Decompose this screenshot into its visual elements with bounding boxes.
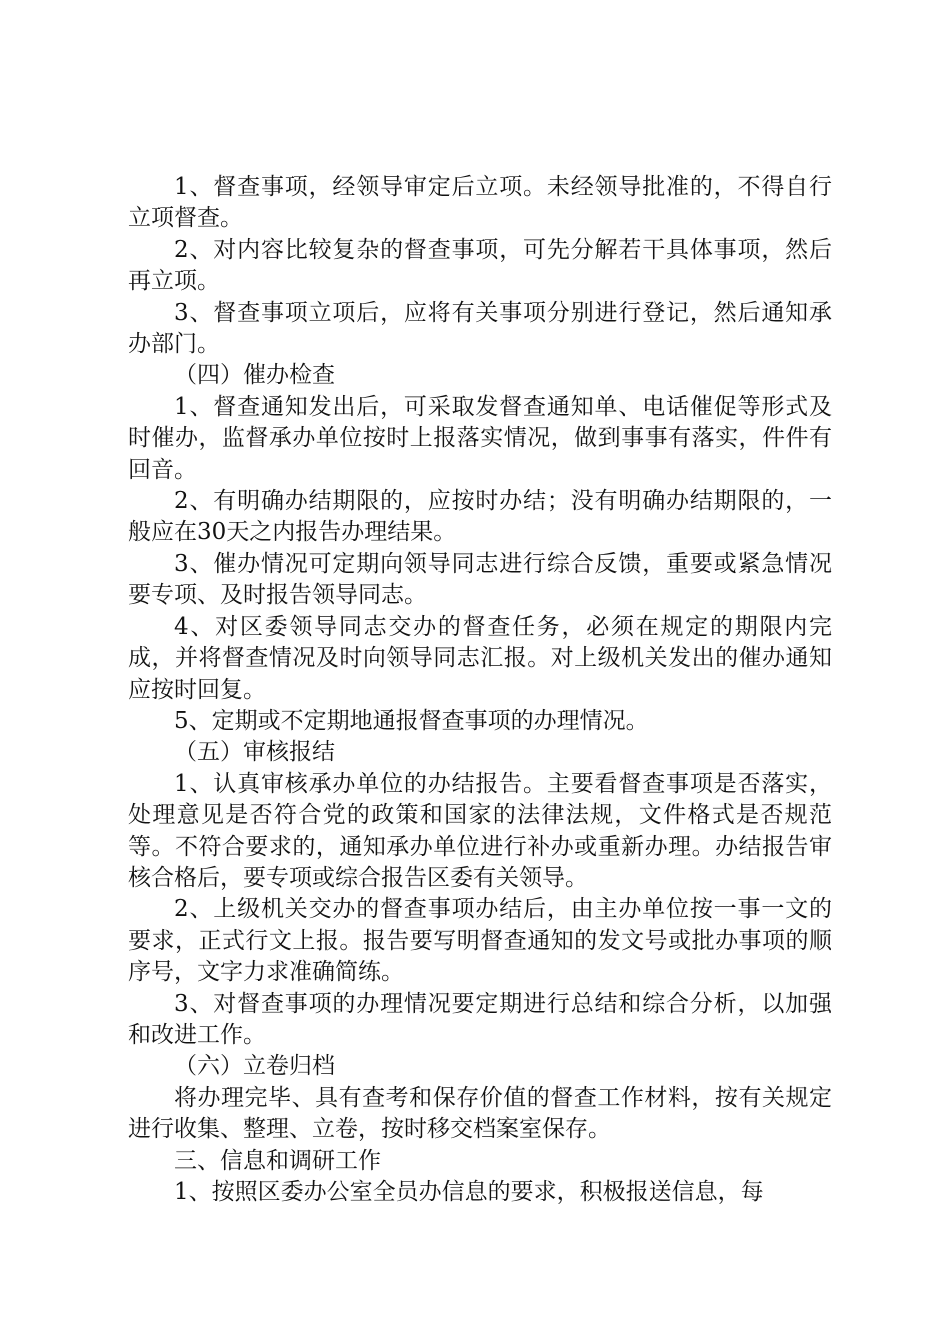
section-heading-5: （五）审核报结: [174, 739, 335, 766]
document-body: [128, 172, 832, 1208]
section-heading-6: （六）立卷归档: [174, 1053, 335, 1080]
paragraph-item-2: 2、有明确办结期限的，应按时办结；没有明确办结期限的，一般应在30天之内报告办理结果。: [128, 488, 832, 546]
paragraph-item-1: 1、认真审核承办单位的办结报告。主要看督查事项是否落实，处理意见是否符合党的政策和国家的法律法规，文件格式是否规范等。不符合要求的，通知承办单位进行补办或重新办理。办结报告审核合格后，要专项或综合报告区委有关领导。: [128, 770, 832, 891]
paragraph-archive: 将办理完毕、具有查考和保存价值的督查工作材料，按有关规定进行收集、整理、立卷，按时移交档案室保存。: [128, 1084, 832, 1143]
section-heading-4: （四）催办检查: [174, 362, 335, 389]
paragraph-item-3: 3、催办情况可定期向领导同志进行综合反馈，重要或紧急情况要专项、及时报告领导同志。: [128, 550, 832, 609]
chapter-heading-3: 三、信息和调研工作: [174, 1147, 381, 1174]
paragraph-item-4: 4、对区委领导同志交办的督查任务，必须在规定的期限内完成，并将督查情况及时向领导同志汇报。对上级机关发出的催办通知应按时回复。: [128, 613, 832, 703]
paragraph-item-2: 2、上级机关交办的督查事项办结后，由主办单位按一事一文的要求，正式行文上报。报告要写明督查通知的发文号或批办事项的顺序号，文字力求准确简练。: [128, 896, 832, 986]
paragraph-item-1: 1、督查通知发出后，可采取发督查通知单、电话催促等形式及时催办，监督承办单位按时上报落实情况，做到事事有落实，件件有回音。: [128, 393, 832, 483]
paragraph-item-1: 1、按照区委办公室全员办信息的要求，积极报送信息，每: [174, 1179, 764, 1205]
paragraph-item-3: 3、对督查事项的办理情况要定期进行总结和综合分析，以加强和改进工作。: [128, 990, 832, 1048]
paragraph-item-5: 5、定期或不定期地通报督查事项的办理情况。: [174, 707, 649, 734]
paragraph-item-1: 1、督查事项，经领导审定后立项。未经领导批准的，不得自行立项督查。: [128, 174, 832, 232]
paragraph-item-2: 2、对内容比较复杂的督查事项，可先分解若干具体事项，然后再立项。: [128, 236, 832, 295]
paragraph-item-3: 3、督查事项立项后，应将有关事项分别进行登记，然后通知承办部门。: [128, 299, 832, 358]
